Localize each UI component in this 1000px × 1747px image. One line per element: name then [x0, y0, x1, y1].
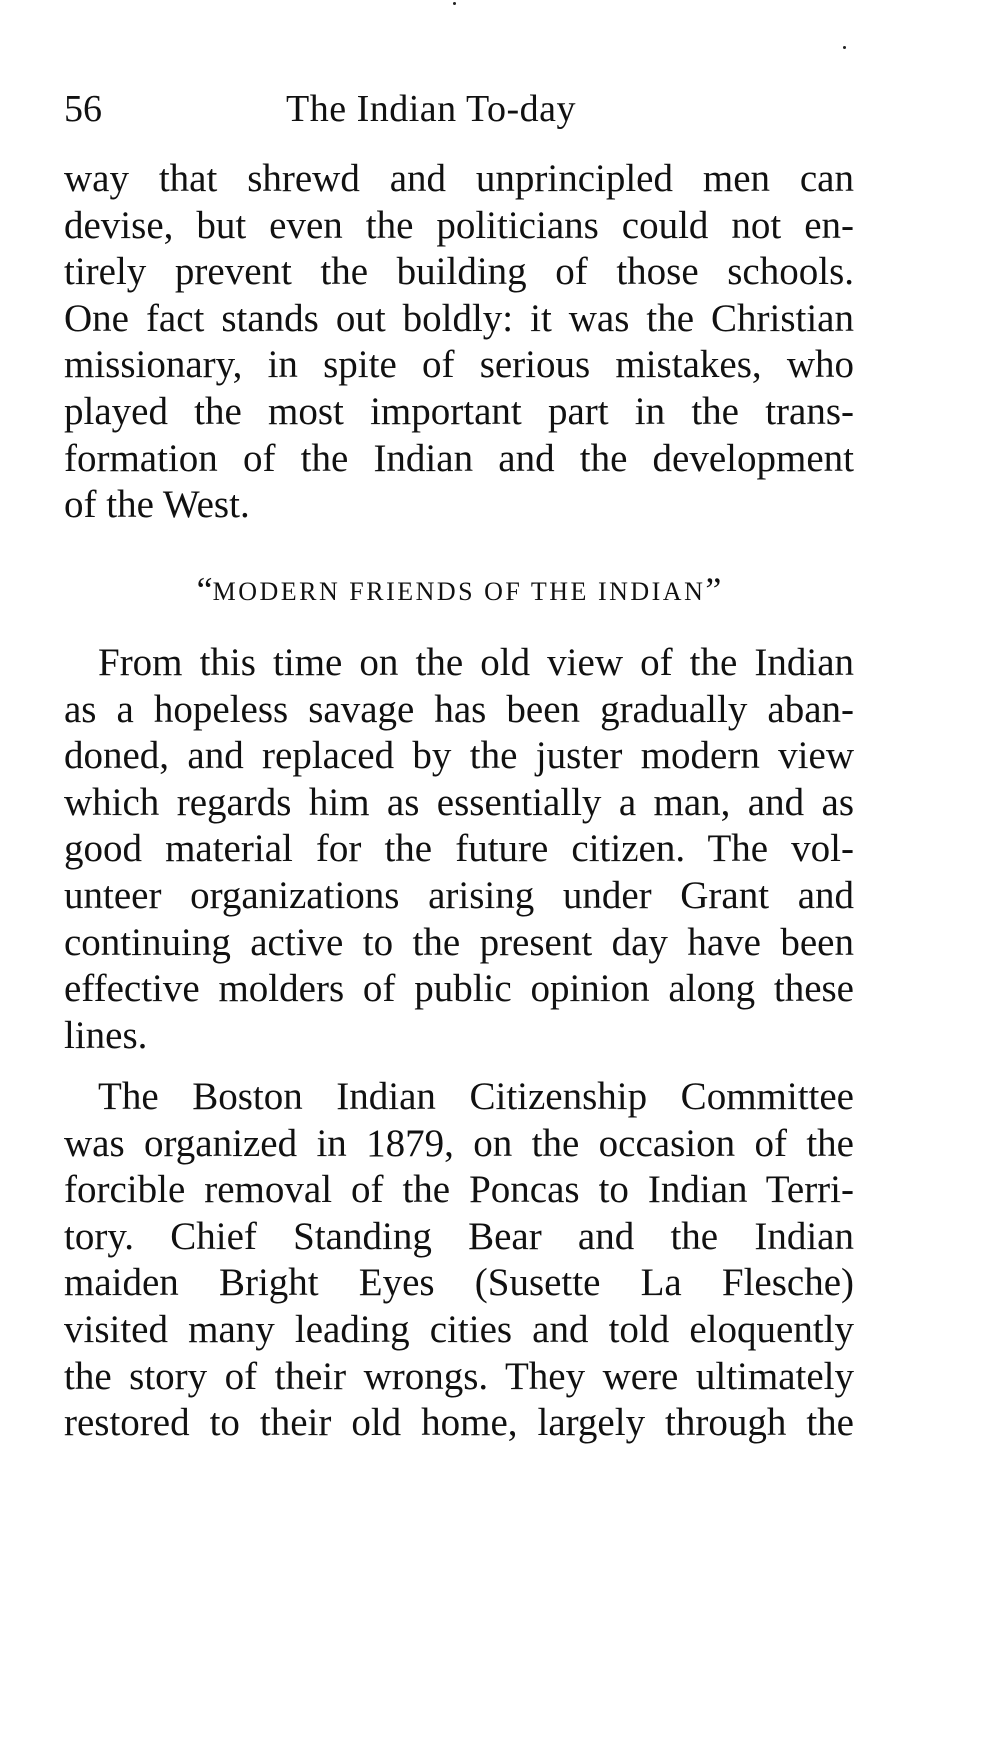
text-line: formation of the Indian and the development	[64, 436, 854, 480]
print-speck	[453, 2, 456, 5]
section-heading	[64, 570, 854, 612]
text-line: good material for the future citizen. The vol-	[64, 827, 854, 871]
text-line: unteer organizations arising under Grant and	[64, 873, 854, 917]
running-head: The Indian To-day	[286, 88, 577, 130]
text-line: visited many leading cities and told eloquently	[64, 1307, 854, 1351]
page-number: 56	[64, 88, 102, 130]
paragraph	[64, 640, 854, 1059]
section-heading-text: MODERN FRIENDS OF THE INDIAN	[212, 577, 706, 606]
text-line: forcible removal of the Poncas to Indian Terri-	[64, 1168, 854, 1212]
text-line: lines.	[64, 1013, 148, 1057]
text-line: The Boston Indian Citizenship Committee	[98, 1075, 854, 1118]
text-line: effective molders of public opinion along these	[64, 967, 854, 1011]
paragraph	[64, 1074, 854, 1447]
print-speck	[843, 46, 846, 49]
paragraph-continued	[64, 156, 854, 529]
close-quote: ”	[705, 570, 722, 610]
text-line: restored to their old home, largely through the	[64, 1401, 854, 1445]
text-line: played the most important part in the trans-	[64, 389, 854, 433]
text-line: which regards him as essentially a man, and as	[64, 780, 854, 824]
text-line: missionary, in spite of serious mistakes, who	[64, 343, 854, 387]
text-line: From this time on the old view of the Indian	[98, 641, 854, 684]
open-quote: “	[196, 570, 213, 610]
text-line: way that shrewd and unprincipled men can	[64, 157, 854, 200]
text-line: maiden Bright Eyes (Susette La Flesche)	[64, 1261, 854, 1305]
text-line: tirely prevent the building of those schools.	[64, 250, 854, 294]
text-line: was organized in 1879, on the occasion of the	[64, 1121, 854, 1165]
text-line: devise, but even the politicians could not en-	[64, 203, 854, 247]
page-header	[64, 84, 854, 134]
text-line: continuing active to the present day have been	[64, 920, 854, 964]
text-line: One fact stands out boldly: it was the Christian	[64, 296, 854, 340]
text-line: as a hopeless savage has been gradually aban-	[64, 687, 854, 731]
text-line: doned, and replaced by the juster modern view	[64, 734, 854, 778]
text-line: of the West.	[64, 483, 250, 527]
text-line: tory. Chief Standing Bear and the Indian	[64, 1214, 854, 1258]
text-line: the story of their wrongs. They were ultimately	[64, 1354, 854, 1398]
